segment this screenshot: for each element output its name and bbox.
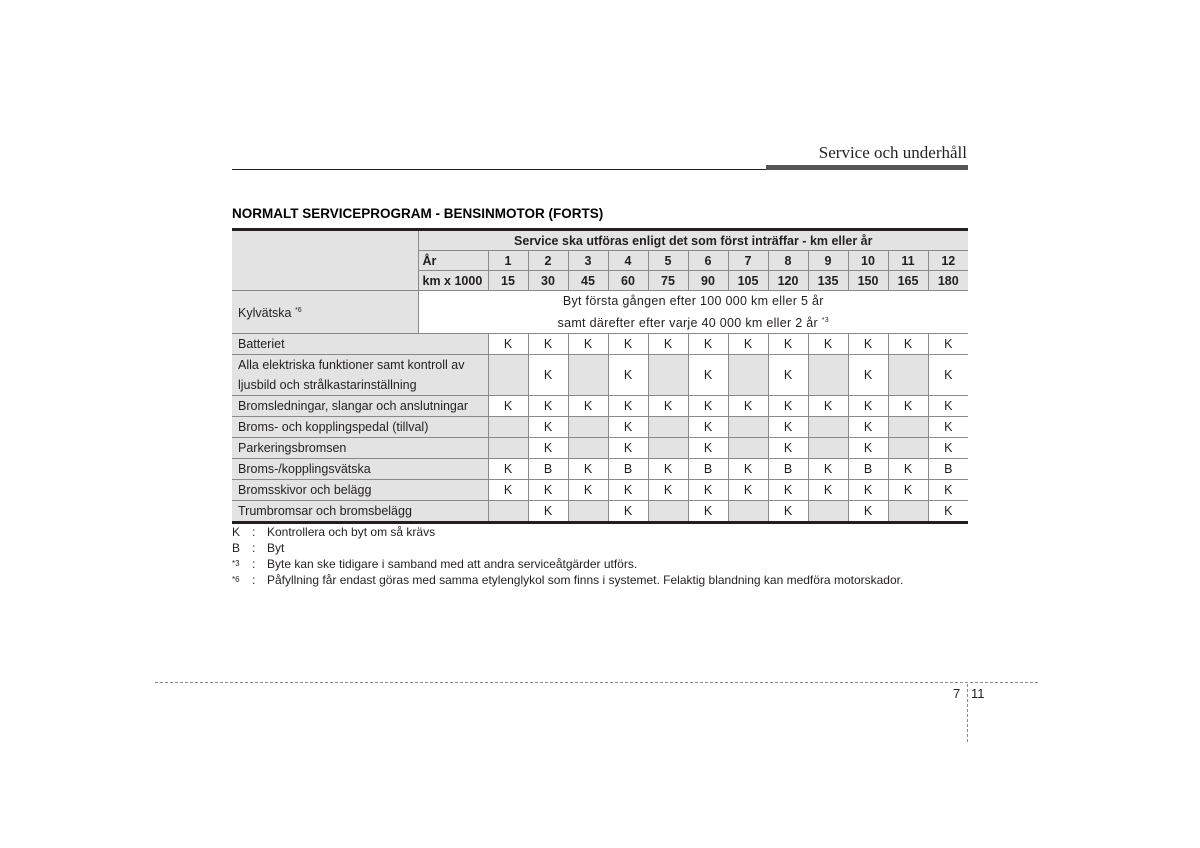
schedule-cell: K xyxy=(488,334,528,355)
km-cell: 90 xyxy=(688,271,728,291)
schedule-cell xyxy=(648,417,688,438)
year-cell: 3 xyxy=(568,251,608,271)
table-row xyxy=(232,438,968,459)
schedule-cell xyxy=(728,417,768,438)
schedule-cell: K xyxy=(688,396,728,417)
year-cell: 12 xyxy=(928,251,968,271)
schedule-cell: B xyxy=(608,459,648,480)
schedule-cell: K xyxy=(608,438,648,459)
km-cell: 120 xyxy=(768,271,808,291)
schedule-cell: K xyxy=(848,480,888,501)
km-cell: 150 xyxy=(848,271,888,291)
legend-sep: : xyxy=(252,525,256,539)
schedule-cell: K xyxy=(648,396,688,417)
schedule-cell: K xyxy=(688,438,728,459)
schedule-cell xyxy=(808,417,848,438)
table-row xyxy=(232,459,968,480)
schedule-cell: B xyxy=(528,459,568,480)
year-cell: 11 xyxy=(888,251,928,271)
schedule-cell: K xyxy=(648,480,688,501)
legend xyxy=(232,524,903,588)
km-cell: 75 xyxy=(648,271,688,291)
schedule-cell: B xyxy=(688,459,728,480)
item-label: Alla elektriska funktioner samt kontroll av ljusbild och strålkastarinställning xyxy=(232,355,488,396)
schedule-cell: K xyxy=(768,355,808,396)
schedule-cell: K xyxy=(888,396,928,417)
schedule-cell: K xyxy=(928,438,968,459)
schedule-cell: K xyxy=(888,459,928,480)
item-label: Broms- och kopplingspedal (tillval) xyxy=(232,417,488,438)
schedule-cell: K xyxy=(728,396,768,417)
legend-sep: : xyxy=(252,541,256,555)
coolant-label-cell xyxy=(232,291,418,334)
service-header: Service ska utföras enligt det som först inträffar - km eller år xyxy=(418,230,968,251)
schedule-cell: K xyxy=(928,417,968,438)
item-label: Parkeringsbromsen xyxy=(232,438,488,459)
schedule-cell: K xyxy=(728,480,768,501)
schedule-cell: K xyxy=(488,396,528,417)
legend-text: Kontrollera och byt om så krävs xyxy=(267,525,436,539)
coolant-label: Kylvätska xyxy=(238,306,292,321)
km-cell: 15 xyxy=(488,271,528,291)
item-label: Bromsledningar, slangar och anslutningar xyxy=(232,396,488,417)
km-cell: 180 xyxy=(928,271,968,291)
schedule-cell xyxy=(648,355,688,396)
schedule-cell: K xyxy=(808,480,848,501)
schedule-cell: K xyxy=(848,396,888,417)
schedule-cell: B xyxy=(768,459,808,480)
schedule-cell xyxy=(888,438,928,459)
service-schedule-table xyxy=(232,228,968,524)
item-label: Bromsskivor och belägg xyxy=(232,480,488,501)
header-blank-cell xyxy=(232,230,418,291)
legend-item xyxy=(232,540,903,556)
schedule-cell xyxy=(488,355,528,396)
schedule-cell: K xyxy=(688,355,728,396)
footer-rule xyxy=(155,682,1038,683)
legend-text: Påfyllning får endast göras med samma etylenglykol som finns i systemet. Felaktig blandning kan medföra motorskador. xyxy=(267,573,904,587)
schedule-cell xyxy=(568,438,608,459)
schedule-cell: K xyxy=(928,501,968,523)
year-cell: 1 xyxy=(488,251,528,271)
schedule-cell xyxy=(888,417,928,438)
schedule-cell: K xyxy=(808,396,848,417)
header-title: Service och underhåll xyxy=(818,143,967,162)
table-row xyxy=(232,480,968,501)
legend-key: *6 xyxy=(232,575,240,584)
schedule-cell xyxy=(568,501,608,523)
schedule-cell: K xyxy=(928,334,968,355)
year-cell: 7 xyxy=(728,251,768,271)
km-cell: 135 xyxy=(808,271,848,291)
schedule-cell: B xyxy=(848,459,888,480)
table-row xyxy=(232,334,968,355)
legend-key: K xyxy=(232,525,241,539)
schedule-cell: K xyxy=(648,334,688,355)
legend-item xyxy=(232,572,903,588)
schedule-cell: K xyxy=(928,396,968,417)
header-rule xyxy=(232,169,766,170)
km-cell: 165 xyxy=(888,271,928,291)
schedule-cell: K xyxy=(568,480,608,501)
km-cell: 105 xyxy=(728,271,768,291)
schedule-cell xyxy=(648,438,688,459)
schedule-cell: K xyxy=(808,334,848,355)
schedule-cell: K xyxy=(688,501,728,523)
schedule-cell xyxy=(568,417,608,438)
schedule-cell: K xyxy=(488,480,528,501)
schedule-cell: K xyxy=(768,501,808,523)
year-cell: 2 xyxy=(528,251,568,271)
schedule-cell: K xyxy=(848,334,888,355)
schedule-cell: B xyxy=(928,459,968,480)
schedule-cell: K xyxy=(928,355,968,396)
schedule-cell: K xyxy=(928,480,968,501)
schedule-cell: K xyxy=(768,396,808,417)
schedule-cell: K xyxy=(528,417,568,438)
table-row xyxy=(232,417,968,438)
schedule-cell xyxy=(888,501,928,523)
schedule-cell: K xyxy=(528,501,568,523)
year-cell: 6 xyxy=(688,251,728,271)
schedule-cell: K xyxy=(568,334,608,355)
item-label: Trumbromsar och bromsbelägg xyxy=(232,501,488,523)
schedule-cell: K xyxy=(608,396,648,417)
legend-item xyxy=(232,556,903,572)
chapter-number: 7 xyxy=(953,686,961,701)
schedule-cell xyxy=(728,355,768,396)
km-cell: 45 xyxy=(568,271,608,291)
table-header-row xyxy=(232,230,968,251)
schedule-cell xyxy=(808,501,848,523)
table-row xyxy=(232,501,968,523)
schedule-cell: K xyxy=(608,480,648,501)
schedule-cell: K xyxy=(528,355,568,396)
legend-text: Byt xyxy=(267,541,285,555)
coolant-note-line2: samt därefter efter varje 40 000 km eller 2 år xyxy=(557,316,818,331)
schedule-cell: K xyxy=(768,417,808,438)
schedule-cell: K xyxy=(568,396,608,417)
coolant-footnote-mark: *6 xyxy=(294,307,302,314)
km-label: km x 1000 xyxy=(418,271,488,291)
schedule-cell: K xyxy=(528,438,568,459)
schedule-cell: K xyxy=(848,501,888,523)
schedule-cell: K xyxy=(688,480,728,501)
schedule-cell: K xyxy=(848,438,888,459)
header-accent-bar xyxy=(766,165,968,170)
schedule-cell: K xyxy=(848,355,888,396)
schedule-cell: K xyxy=(808,459,848,480)
item-label: Batteriet xyxy=(232,334,488,355)
year-cell: 4 xyxy=(608,251,648,271)
coolant-note-line2-wrap xyxy=(419,311,969,333)
schedule-cell xyxy=(488,417,528,438)
table-row xyxy=(232,355,968,396)
legend-key: *3 xyxy=(232,559,240,568)
schedule-cell: K xyxy=(728,459,768,480)
section-title: NORMALT SERVICEPROGRAM - BENSINMOTOR (FORTS) xyxy=(232,206,604,221)
year-cell: 10 xyxy=(848,251,888,271)
schedule-cell xyxy=(648,501,688,523)
year-label: År xyxy=(418,251,488,271)
page-number: 11 xyxy=(971,686,985,701)
schedule-cell xyxy=(488,501,528,523)
coolant-row xyxy=(232,291,968,334)
year-cell: 5 xyxy=(648,251,688,271)
schedule-cell: K xyxy=(528,334,568,355)
schedule-cell: K xyxy=(688,334,728,355)
schedule-cell: K xyxy=(768,334,808,355)
schedule-cell: K xyxy=(888,480,928,501)
schedule-cell: K xyxy=(528,480,568,501)
schedule-cell xyxy=(568,355,608,396)
schedule-cell: K xyxy=(568,459,608,480)
coolant-note-line1: Byt första gången efter 100 000 km eller 5 år xyxy=(562,294,824,308)
km-cell: 30 xyxy=(528,271,568,291)
table-row xyxy=(232,396,968,417)
item-label: Broms-/kopplingsvätska xyxy=(232,459,488,480)
schedule-cell: K xyxy=(608,355,648,396)
schedule-cell xyxy=(808,438,848,459)
coolant-note xyxy=(418,291,968,334)
year-cell: 8 xyxy=(768,251,808,271)
schedule-cell: K xyxy=(848,417,888,438)
schedule-cell: K xyxy=(768,480,808,501)
schedule-cell xyxy=(728,438,768,459)
legend-sep: : xyxy=(252,573,256,587)
legend-key: B xyxy=(232,541,241,555)
schedule-cell xyxy=(888,355,928,396)
schedule-cell xyxy=(488,438,528,459)
footer-divider xyxy=(967,684,968,742)
legend-text: Byte kan ske tidigare i samband med att andra serviceåtgärder utförs. xyxy=(267,557,638,571)
schedule-cell: K xyxy=(648,459,688,480)
schedule-cell: K xyxy=(888,334,928,355)
year-cell: 9 xyxy=(808,251,848,271)
schedule-cell: K xyxy=(768,438,808,459)
schedule-cell: K xyxy=(608,501,648,523)
schedule-cell: K xyxy=(528,396,568,417)
schedule-cell: K xyxy=(488,459,528,480)
schedule-cell xyxy=(808,355,848,396)
legend-item xyxy=(232,524,903,540)
schedule-cell: K xyxy=(608,334,648,355)
schedule-cell: K xyxy=(688,417,728,438)
coolant-note-footnote-mark: *3 xyxy=(821,317,829,324)
km-cell: 60 xyxy=(608,271,648,291)
legend-sep: : xyxy=(252,557,256,571)
schedule-cell xyxy=(728,501,768,523)
schedule-cell: K xyxy=(608,417,648,438)
schedule-cell: K xyxy=(728,334,768,355)
